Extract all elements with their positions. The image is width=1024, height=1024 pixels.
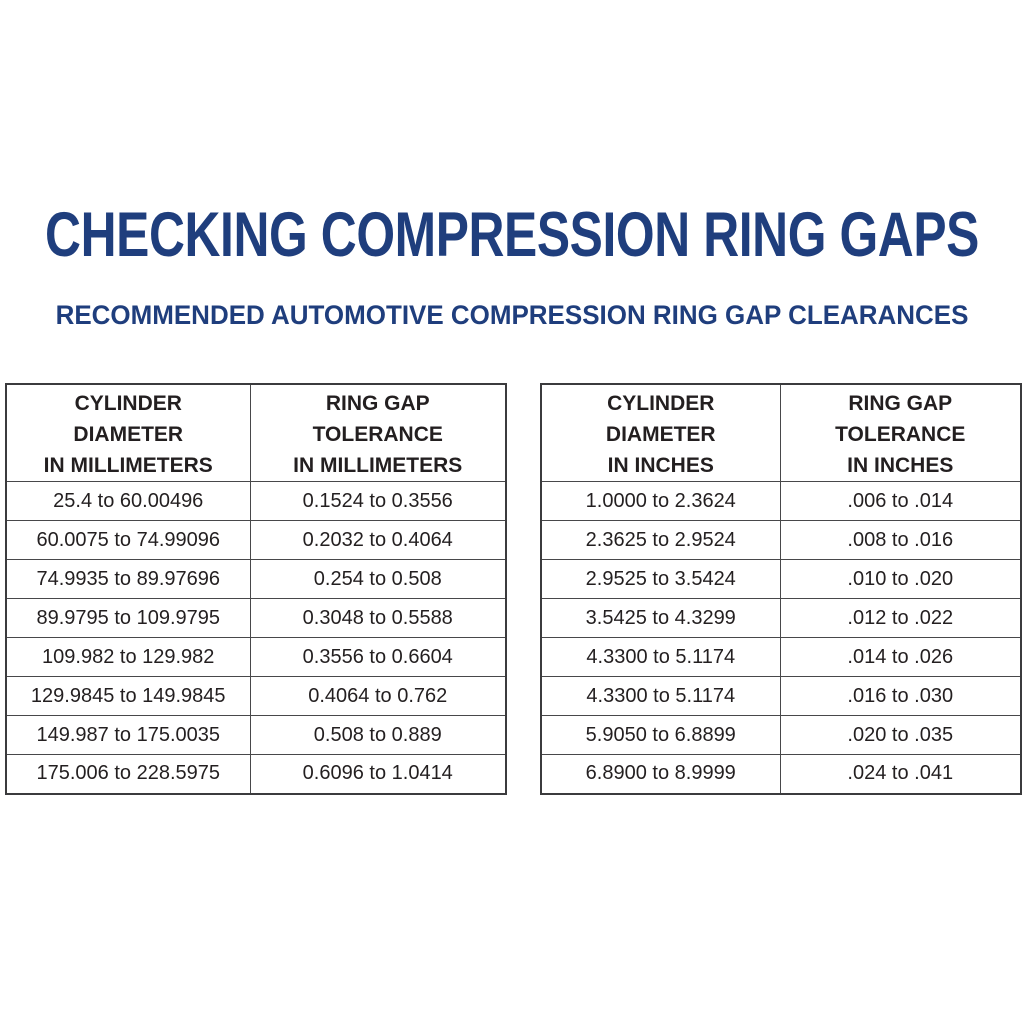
table-row — [6, 716, 506, 755]
table-row — [6, 482, 506, 521]
inch-tolerance-header — [780, 384, 1021, 482]
table-row — [6, 638, 506, 677]
diameter-cell: 60.0075 to 74.99096 — [6, 521, 250, 560]
header-line: TOLERANCE — [312, 423, 443, 446]
tolerance-cell: .020 to .035 — [780, 716, 1021, 755]
table-row — [541, 638, 1021, 677]
diameter-cell: 3.5425 to 4.3299 — [541, 599, 780, 638]
header-line: RING GAP — [325, 392, 430, 415]
mm-spec-table — [5, 383, 507, 795]
table-row — [541, 560, 1021, 599]
tolerance-cell: 0.254 to 0.508 — [250, 560, 506, 599]
diameter-cell: 149.987 to 175.0035 — [6, 716, 250, 755]
diameter-cell: 2.9525 to 3.5424 — [541, 560, 780, 599]
tolerance-cell: 0.4064 to 0.762 — [250, 677, 506, 716]
table-row — [541, 755, 1021, 794]
table-row — [541, 716, 1021, 755]
mm-tolerance-header — [250, 384, 506, 482]
tolerance-cell: .024 to .041 — [780, 755, 1021, 794]
tolerance-cell: 0.6096 to 1.0414 — [250, 755, 506, 794]
inch-spec-table — [540, 383, 1022, 795]
diameter-cell: 89.9795 to 109.9795 — [6, 599, 250, 638]
diameter-cell: 129.9845 to 149.9845 — [6, 677, 250, 716]
inch-diameter-header — [541, 384, 780, 482]
table-row — [541, 521, 1021, 560]
tolerance-cell: .014 to .026 — [780, 638, 1021, 677]
diameter-cell: 6.8900 to 8.9999 — [541, 755, 780, 794]
page-title: CHECKING COMPRESSION RING GAPS — [45, 200, 979, 270]
diameter-cell: 175.006 to 228.5975 — [6, 755, 250, 794]
table-row — [6, 599, 506, 638]
tolerance-cell: 0.508 to 0.889 — [250, 716, 506, 755]
table-header-row — [6, 384, 506, 482]
diameter-cell: 4.3300 to 5.1174 — [541, 677, 780, 716]
header-line: IN INCHES — [607, 454, 714, 477]
table-row — [6, 560, 506, 599]
tolerance-cell: 0.3048 to 0.5588 — [250, 599, 506, 638]
page-subtitle: RECOMMENDED AUTOMOTIVE COMPRESSION RING GAP CLEARANCES — [55, 300, 969, 330]
table-row — [6, 755, 506, 794]
table-header-row — [541, 384, 1021, 482]
diameter-cell: 74.9935 to 89.97696 — [6, 560, 250, 599]
table-row — [6, 521, 506, 560]
table-row — [6, 677, 506, 716]
header-line: RING GAP — [848, 392, 953, 415]
mm-diameter-header — [6, 384, 250, 482]
tolerance-cell: .012 to .022 — [780, 599, 1021, 638]
header-line: IN MILLIMETERS — [43, 454, 213, 477]
table-row — [541, 482, 1021, 521]
tolerance-cell: 0.1524 to 0.3556 — [250, 482, 506, 521]
tolerance-cell: .010 to .020 — [780, 560, 1021, 599]
table-row — [541, 599, 1021, 638]
header-line: TOLERANCE — [835, 423, 966, 446]
header-line: IN INCHES — [847, 454, 954, 477]
diameter-cell: 5.9050 to 6.8899 — [541, 716, 780, 755]
tolerance-cell: .016 to .030 — [780, 677, 1021, 716]
diameter-cell: 4.3300 to 5.1174 — [541, 638, 780, 677]
tolerance-cell: .006 to .014 — [780, 482, 1021, 521]
table-row — [541, 677, 1021, 716]
diameter-cell: 25.4 to 60.00496 — [6, 482, 250, 521]
header-line: DIAMETER — [605, 423, 716, 446]
header-line: DIAMETER — [73, 423, 184, 446]
diameter-cell: 109.982 to 129.982 — [6, 638, 250, 677]
tolerance-cell: .008 to .016 — [780, 521, 1021, 560]
tolerance-cell: 0.3556 to 0.6604 — [250, 638, 506, 677]
header-line: CYLINDER — [607, 392, 715, 415]
header-line: IN MILLIMETERS — [293, 454, 463, 477]
diameter-cell: 2.3625 to 2.9524 — [541, 521, 780, 560]
tolerance-cell: 0.2032 to 0.4064 — [250, 521, 506, 560]
diameter-cell: 1.0000 to 2.3624 — [541, 482, 780, 521]
header-line: CYLINDER — [74, 392, 182, 415]
